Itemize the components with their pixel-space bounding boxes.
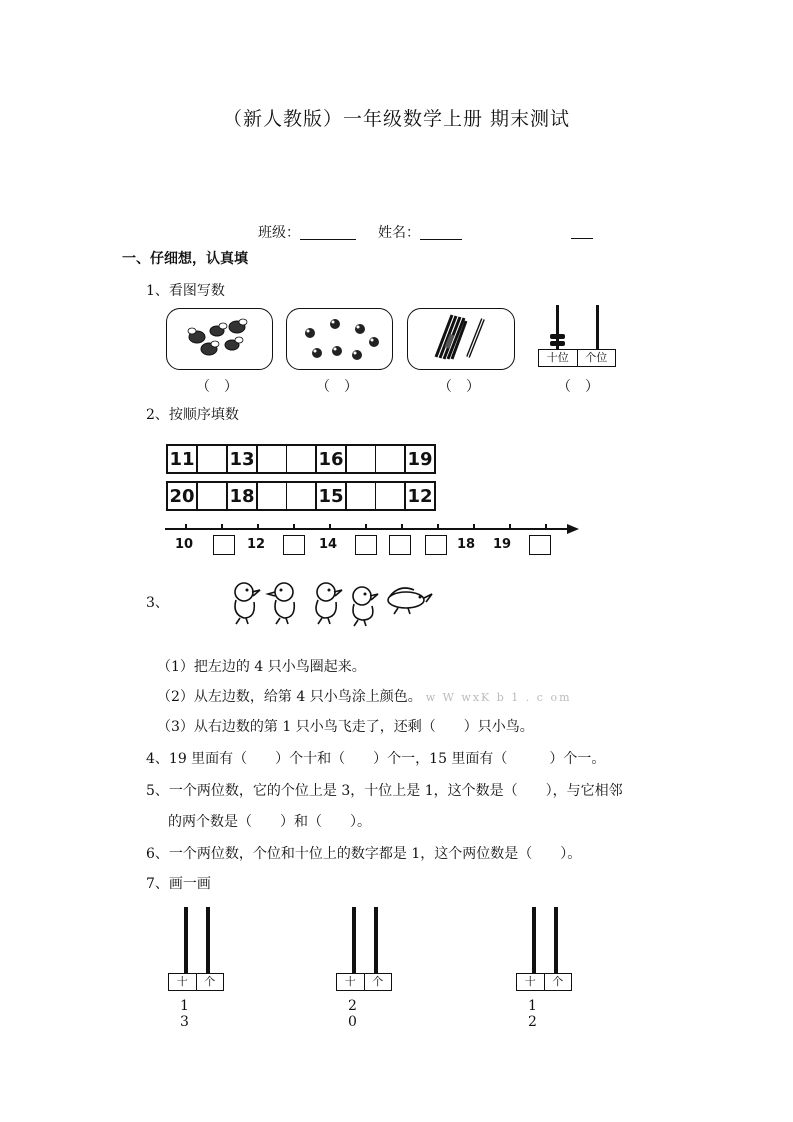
sticks-bundle-icon xyxy=(408,309,514,369)
sequence-blank[interactable] xyxy=(376,483,406,509)
q6-text: 6、一个两位数，个位和十位上的数字都是 1，这个两位数是（ ）。 xyxy=(146,846,582,862)
q3-item-2 xyxy=(157,686,572,706)
picture-sticks xyxy=(407,308,515,370)
abacus-number: 1 2 xyxy=(528,998,551,1030)
number-line-label: 19 xyxy=(493,537,512,552)
extra-blank[interactable] xyxy=(571,238,593,239)
name-label: 姓名： xyxy=(378,225,420,241)
ones-rod xyxy=(596,305,599,350)
abacus-place-labels xyxy=(336,973,392,991)
tens-place-label: 十位 xyxy=(539,350,578,366)
sequence-blank[interactable] xyxy=(347,483,376,509)
sequence-blank[interactable] xyxy=(258,446,287,472)
watermark: w W wxK b 1 . c om xyxy=(425,691,572,704)
abacus-place-labels xyxy=(168,973,224,991)
abacus-number: 1 3 xyxy=(180,998,203,1030)
abacus-draw-1[interactable] xyxy=(168,907,224,1030)
bees-icon xyxy=(167,309,272,369)
answer-blank[interactable]: （ ） xyxy=(557,379,599,395)
ones-place-label: 个位 xyxy=(585,351,608,364)
sequence-row-ascending xyxy=(166,444,436,474)
sequence-blank[interactable] xyxy=(258,483,287,509)
ones-place-label: 个 xyxy=(204,975,216,988)
class-blank[interactable] xyxy=(300,225,356,240)
birds-icon xyxy=(228,578,434,628)
tens-rod xyxy=(532,907,536,973)
q1-label: 1、看图写数 xyxy=(146,283,225,299)
ones-place-label: 个 xyxy=(372,975,384,988)
number-line-label: 10 xyxy=(175,537,194,552)
picture-bees xyxy=(166,308,273,370)
q7-label: 7、画一画 xyxy=(146,876,211,892)
sequence-cell: 15 xyxy=(317,483,347,509)
tens-rod xyxy=(184,907,188,973)
q3-item-1: （1）把左边的 4 只小鸟圈起来。 xyxy=(157,659,366,675)
answer-blank[interactable]: （ ） xyxy=(438,379,480,395)
number-line xyxy=(163,520,583,560)
sequence-cell: 12 xyxy=(407,485,433,507)
q3-item-3: （3）从右边数的第 1 只小鸟飞走了，还剩（ ）只小鸟。 xyxy=(157,719,534,735)
name-field xyxy=(378,222,462,242)
sequence-cell: 11 xyxy=(168,446,198,472)
q3-label: 3、 xyxy=(146,595,169,611)
number-line-label: 18 xyxy=(457,537,476,552)
abacus-place-labels xyxy=(538,349,616,367)
number-line-blank[interactable] xyxy=(389,535,411,555)
sequence-cell: 20 xyxy=(168,483,198,509)
ones-rod xyxy=(374,907,378,973)
abacus-place-labels xyxy=(516,973,572,991)
sequence-blank[interactable] xyxy=(287,446,317,472)
sequence-blank[interactable] xyxy=(198,446,228,472)
sequence-blank[interactable] xyxy=(287,483,317,509)
ones-rod xyxy=(554,907,558,973)
tens-rod xyxy=(352,907,356,973)
sequence-cell: 16 xyxy=(317,446,347,472)
sequence-cell: 19 xyxy=(407,448,433,470)
section-heading: 一、仔细想，认真填 xyxy=(122,251,248,267)
page-title: （新人教版）一年级数学上册 期末测试 xyxy=(222,108,571,130)
number-line-label: 12 xyxy=(247,537,266,552)
abacus-draw-2[interactable] xyxy=(336,907,392,1030)
abacus-number: 2 0 xyxy=(348,998,371,1030)
picture-balls xyxy=(286,308,393,370)
number-line-blank[interactable] xyxy=(213,535,235,555)
bead xyxy=(550,341,565,346)
tens-place-label: 十 xyxy=(517,974,545,990)
q4-text: 4、19 里面有（ ）个十和（ ）个一，15 里面有（ ）个一。 xyxy=(146,751,606,767)
number-line-axis xyxy=(163,520,583,534)
sequence-cell: 18 xyxy=(228,483,258,509)
sequence-blank[interactable] xyxy=(198,483,228,509)
name-blank[interactable] xyxy=(420,225,462,240)
class-field xyxy=(258,222,356,242)
balls-icon xyxy=(287,309,392,369)
ones-place-label: 个 xyxy=(552,975,564,988)
q2-label: 2、按顺序填数 xyxy=(146,407,239,423)
bead xyxy=(550,334,565,339)
tens-place-label: 十 xyxy=(169,974,197,990)
answer-blank[interactable]: （ ） xyxy=(196,379,238,395)
sequence-blank[interactable] xyxy=(347,446,376,472)
number-line-blank[interactable] xyxy=(283,535,305,555)
sequence-cell: 13 xyxy=(228,446,258,472)
abacus-picture xyxy=(538,305,614,369)
number-line-label: 14 xyxy=(319,537,338,552)
abacus-draw-3[interactable] xyxy=(516,907,572,1030)
number-line-blank[interactable] xyxy=(425,535,447,555)
number-line-blank[interactable] xyxy=(355,535,377,555)
q5-line2: 的两个数是（ ）和（ ）。 xyxy=(168,814,371,830)
sequence-row-descending xyxy=(166,481,436,511)
q3-item-2-text: （2）从左边数，给第 4 只小鸟涂上颜色。 xyxy=(157,689,422,705)
ones-rod xyxy=(206,907,210,973)
number-line-blank[interactable] xyxy=(529,535,551,555)
q5-line1: 5、一个两位数，它的个位上是 3，十位上是 1，这个数是（ ），与它相邻 xyxy=(146,783,623,799)
class-label: 班级： xyxy=(258,225,300,241)
sequence-blank[interactable] xyxy=(376,446,406,472)
tens-place-label: 十 xyxy=(337,974,365,990)
answer-blank[interactable]: （ ） xyxy=(316,379,358,395)
